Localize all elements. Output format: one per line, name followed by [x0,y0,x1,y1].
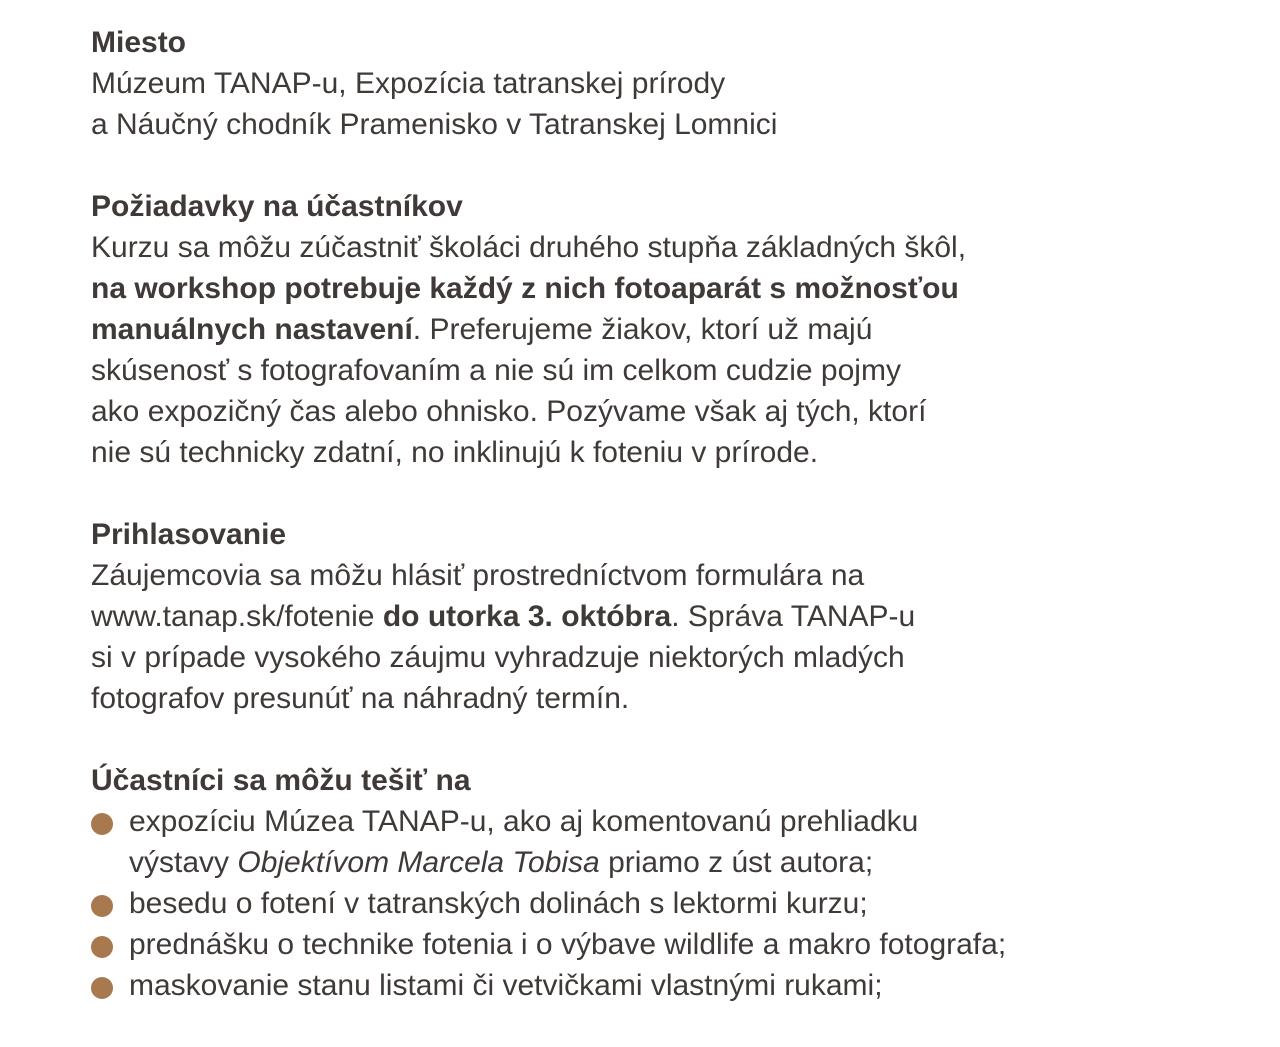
section-registration [91,514,1211,719]
bullet-dot-icon [91,936,113,958]
section-requirements [91,186,1211,473]
section-heading-place: Miesto [91,26,187,59]
list-item [91,883,1211,924]
list-item-line [129,842,1211,883]
list-item-line: prednášku o technike fotenia i o výbave wildlife a makro fotografa; [129,928,1007,961]
requirements-line [91,309,1211,350]
registration-line: si v prípade vysokého záujmu vyhradzuje niektorých mladých [91,641,905,674]
list-item [91,801,1211,883]
requirements-bold-text: na workshop potrebuje každý z nich fotoaparát s možnosťou [91,272,959,305]
list-item-text: výstavy [129,846,238,879]
registration-deadline: do utorka 3. októbra [382,600,672,633]
section-heading-registration: Prihlasovanie [91,518,287,551]
requirements-text: . Preferujeme žiakov, ktorí už majú [412,313,873,346]
requirements-line [91,268,1211,309]
list-item-line: besedu o fotení v tatranských dolinách s lektormi kurzu; [129,887,868,920]
requirements-line: ako expozičný čas alebo ohnisko. Pozývame však aj tých, ktorí [91,395,927,428]
list-item-line: maskovanie stanu listami či vetvičkami vlastnými rukami; [129,969,883,1002]
document-page [91,22,1211,1047]
place-line: a Náučný chodník Pramenisko v Tatranskej Lomnici [91,108,778,141]
exhibition-title: Objektívom Marcela Tobisa [237,846,600,879]
bullet-dot-icon [91,977,113,999]
list-item [91,924,1211,965]
list-item-text: priamo z úst autora; [599,846,874,879]
section-place [91,22,1211,145]
activities-list [91,801,1211,1006]
section-looking-forward [91,760,1211,1006]
registration-link-text: www.tanap.sk/fotenie [91,600,383,633]
section-heading-requirements: Požiadavky na účastníkov [91,190,463,223]
requirements-bold-text: manuálnych nastavení [91,313,413,346]
bullet-dot-icon [91,813,113,835]
registration-text: . Správa TANAP-u [671,600,916,633]
requirements-line: Kurzu sa môžu zúčastniť školáci druhého stupňa základných škôl, [91,231,967,264]
registration-line [91,596,1211,637]
requirements-line: skúsenosť s fotografovaním a nie sú im celkom cudzie pojmy [91,354,901,387]
place-line: Múzeum TANAP-u, Expozícia tatranskej prírody [91,67,726,100]
section-heading-looking-forward: Účastníci sa môžu tešiť na [91,764,471,797]
registration-line: Záujemcovia sa môžu hlásiť prostredníctvom formulára na [91,559,865,592]
requirements-line: nie sú technicky zdatní, no inklinujú k foteniu v prírode. [91,436,819,469]
bullet-dot-icon [91,895,113,917]
list-item-line: expozíciu Múzea TANAP-u, ako aj komentovanú prehliadku [129,805,919,838]
registration-line: fotografov presunúť na náhradný termín. [91,682,630,715]
